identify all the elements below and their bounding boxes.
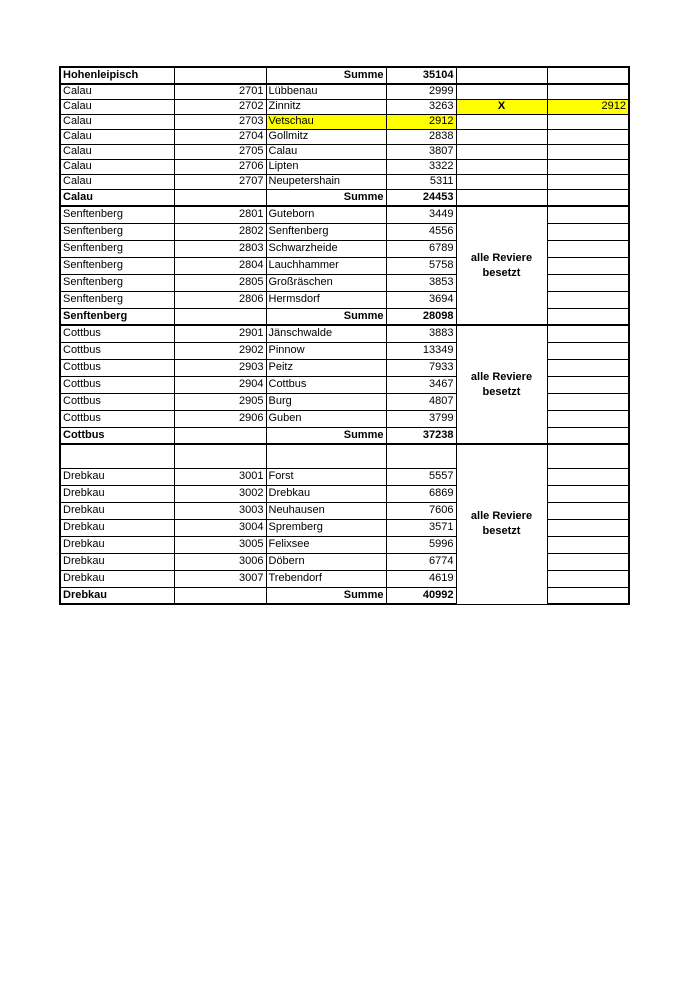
place-name-cell: Guteborn [266,206,386,223]
code-cell: 2906 [174,410,266,427]
value-cell: 5758 [386,257,456,274]
place-name-cell: Neuhausen [266,502,386,519]
value-cell: 6869 [386,485,456,502]
code-cell: 2903 [174,359,266,376]
ref-cell [547,174,629,189]
value-cell: 6774 [386,553,456,570]
mark-cell [456,114,547,129]
code-cell: 2803 [174,240,266,257]
value-cell: 3883 [386,325,456,342]
table-row [60,99,629,114]
value-cell: 5311 [386,174,456,189]
district-cell: Cottbus [60,325,174,342]
district-cell: Senftenberg [60,257,174,274]
value-cell: 2999 [386,84,456,99]
summe-label: Summe [266,189,386,206]
code-cell: 2901 [174,325,266,342]
mark-cell [456,129,547,144]
ref-cell [547,325,629,342]
place-name-cell: Jänschwalde [266,325,386,342]
value-cell: 2912 [386,114,456,129]
district-cell: Drebkau [60,485,174,502]
place-name-cell: Senftenberg [266,223,386,240]
mark-cell [456,144,547,159]
place-name-cell: Forst [266,468,386,485]
ref-cell [547,129,629,144]
district-cell: Senftenberg [60,274,174,291]
ref-cell [547,291,629,308]
ref-cell [547,159,629,174]
value-cell: 2838 [386,129,456,144]
ref-cell: 2912 [547,99,629,114]
place-name-cell: Cottbus [266,376,386,393]
table-row [60,84,629,99]
summe-label: Summe [266,587,386,604]
ref-cell [547,393,629,410]
summary-row [60,67,629,84]
summary-row [60,189,629,206]
code-cell: 3002 [174,485,266,502]
district-cell: Calau [60,99,174,114]
value-cell: 3322 [386,159,456,174]
code-cell: 3005 [174,536,266,553]
value-cell: 3694 [386,291,456,308]
district-cell: Drebkau [60,468,174,485]
table-row [60,206,629,223]
district-table [59,66,630,605]
table-row [60,129,629,144]
ref-cell [547,223,629,240]
code-cell [174,67,266,84]
code-cell: 2703 [174,114,266,129]
district-cell: Calau [60,159,174,174]
code-cell: 3006 [174,553,266,570]
code-cell: 3001 [174,468,266,485]
place-name-cell: Drebkau [266,485,386,502]
ref-cell [547,67,629,84]
district-cell: Hohenleipisch [60,67,174,84]
district-cell: Senftenberg [60,223,174,240]
place-name-cell: Lübbenau [266,84,386,99]
value-cell: 4556 [386,223,456,240]
district-cell: Cottbus [60,342,174,359]
ref-cell [547,206,629,223]
code-cell: 2702 [174,99,266,114]
code-cell: 2806 [174,291,266,308]
blank-cell [266,444,386,468]
ref-cell [547,587,629,604]
ref-cell [547,519,629,536]
blank-cell [174,444,266,468]
district-cell: Senftenberg [60,240,174,257]
code-cell [174,308,266,325]
ref-cell [547,359,629,376]
value-cell: 3263 [386,99,456,114]
ref-cell [547,536,629,553]
sum-value: 40992 [386,587,456,604]
mark-cell [456,189,547,206]
district-cell: Cottbus [60,393,174,410]
code-cell [174,427,266,444]
code-cell [174,587,266,604]
table-row [60,144,629,159]
mark-cell [456,67,547,84]
ref-cell [547,84,629,99]
district-cell: Cottbus [60,376,174,393]
place-name-cell: Guben [266,410,386,427]
blank-cell [60,444,174,468]
mark-cell [456,84,547,99]
value-cell: 5557 [386,468,456,485]
value-cell: 13349 [386,342,456,359]
ref-cell [547,410,629,427]
ref-cell [547,144,629,159]
code-cell: 2904 [174,376,266,393]
place-name-cell: Gollmitz [266,129,386,144]
district-cell: Drebkau [60,553,174,570]
value-cell: 3807 [386,144,456,159]
mark-cell [456,174,547,189]
code-cell [174,189,266,206]
ref-cell [547,342,629,359]
code-cell: 2701 [174,84,266,99]
district-cell: Drebkau [60,519,174,536]
code-cell: 2805 [174,274,266,291]
place-name-cell: Spremberg [266,519,386,536]
place-name-cell: Zinnitz [266,99,386,114]
district-cell: Calau [60,174,174,189]
district-cell: Calau [60,189,174,206]
code-cell: 3004 [174,519,266,536]
place-name-cell: Lauchhammer [266,257,386,274]
note-cell: alle Reviere besetzt [456,325,547,444]
note-cell: alle Reviere besetzt [456,206,547,325]
district-cell: Cottbus [60,427,174,444]
district-cell: Drebkau [60,536,174,553]
mark-cell [456,159,547,174]
district-cell: Senftenberg [60,291,174,308]
place-name-cell: Großräschen [266,274,386,291]
place-name-cell: Calau [266,144,386,159]
ref-cell [547,257,629,274]
ref-cell [547,189,629,206]
code-cell: 2902 [174,342,266,359]
district-cell: Senftenberg [60,308,174,325]
place-name-cell: Hermsdorf [266,291,386,308]
sum-value: 35104 [386,67,456,84]
place-name-cell: Schwarzheide [266,240,386,257]
code-cell: 3003 [174,502,266,519]
place-name-cell: Lipten [266,159,386,174]
place-name-cell: Döbern [266,553,386,570]
district-cell: Calau [60,129,174,144]
place-name-cell: Vetschau [266,114,386,129]
ref-cell [547,376,629,393]
blank-row [60,444,629,468]
value-cell: 5996 [386,536,456,553]
place-name-cell: Neupetershain [266,174,386,189]
district-cell: Cottbus [60,410,174,427]
district-cell: Senftenberg [60,206,174,223]
sum-value: 28098 [386,308,456,325]
place-name-cell: Trebendorf [266,570,386,587]
district-cell: Drebkau [60,502,174,519]
district-cell: Calau [60,144,174,159]
value-cell: 6789 [386,240,456,257]
table-row [60,174,629,189]
summe-label: Summe [266,67,386,84]
ref-cell [547,485,629,502]
ref-cell [547,570,629,587]
ref-cell [547,553,629,570]
code-cell: 2801 [174,206,266,223]
value-cell: 3449 [386,206,456,223]
table-row [60,325,629,342]
place-name-cell: Pinnow [266,342,386,359]
code-cell: 2704 [174,129,266,144]
district-cell: Calau [60,114,174,129]
note-cell: alle Reviere besetzt [456,444,547,604]
place-name-cell: Burg [266,393,386,410]
place-name-cell: Peitz [266,359,386,376]
table-row [60,159,629,174]
value-cell: 3467 [386,376,456,393]
blank-cell [386,444,456,468]
code-cell: 2905 [174,393,266,410]
mark-cell: X [456,99,547,114]
code-cell: 3007 [174,570,266,587]
table-row [60,114,629,129]
code-cell: 2705 [174,144,266,159]
code-cell: 2706 [174,159,266,174]
sum-value: 24453 [386,189,456,206]
value-cell: 4619 [386,570,456,587]
summe-label: Summe [266,427,386,444]
place-name-cell: Felixsee [266,536,386,553]
blank-cell [547,444,629,468]
ref-cell [547,274,629,291]
ref-cell [547,308,629,325]
value-cell: 7933 [386,359,456,376]
ref-cell [547,468,629,485]
ref-cell [547,427,629,444]
ref-cell [547,114,629,129]
ref-cell [547,502,629,519]
code-cell: 2802 [174,223,266,240]
summe-label: Summe [266,308,386,325]
code-cell: 2804 [174,257,266,274]
code-cell: 2707 [174,174,266,189]
ref-cell [547,240,629,257]
district-cell: Drebkau [60,570,174,587]
district-cell: Calau [60,84,174,99]
value-cell: 3799 [386,410,456,427]
value-cell: 3571 [386,519,456,536]
value-cell: 7606 [386,502,456,519]
sum-value: 37238 [386,427,456,444]
value-cell: 3853 [386,274,456,291]
district-cell: Drebkau [60,587,174,604]
district-cell: Cottbus [60,359,174,376]
value-cell: 4807 [386,393,456,410]
